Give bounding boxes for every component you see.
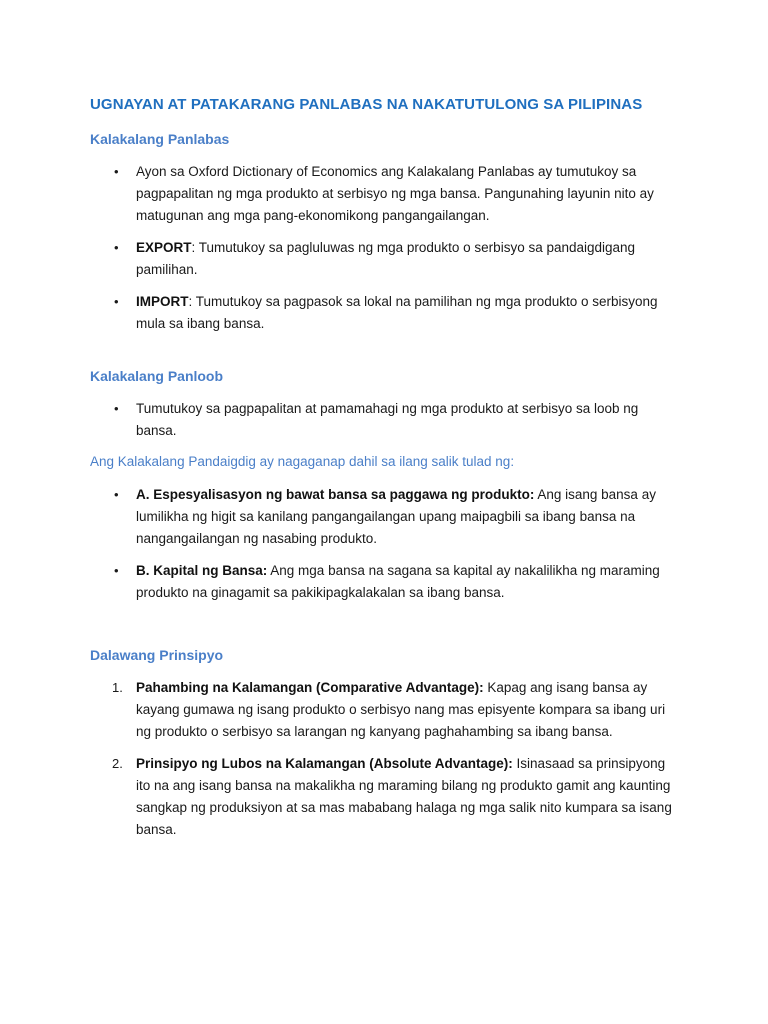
heading-kalakalang-panloob: Kalakalang Panloob (90, 368, 224, 384)
list-item (90, 291, 680, 335)
item-number: 1. (112, 680, 123, 695)
item-text: : Tumutukoy sa pagpasok sa lokal na pamilihan ng mga produkto o serbisyong mula sa ibang bansa. (136, 294, 658, 331)
list-item (90, 237, 680, 281)
item-term: IMPORT (136, 294, 189, 309)
item-term: EXPORT (136, 240, 192, 255)
document-title: UGNAYAN AT PATAKARANG PANLABAS NA NAKATUTULONG SA PILIPINAS (90, 96, 643, 113)
item-term: Pahambing na Kalamangan (Comparative Advantage): (136, 680, 484, 695)
item-term: A. Espesyalisasyon ng bawat bansa sa paggawa ng produkto: (136, 487, 535, 502)
list-prinsipyo (90, 677, 680, 851)
item-term: B. Kapital ng Bansa: (136, 563, 268, 578)
item-text: Kapag ang isang bansa ay kayang gumawa ng isang produkto o serbisyo nang mas episyente kompara sa ibang uri ng produkto o serbisyo sa larangan ng kanyang paghahambing sa ibang bansa. (136, 680, 666, 739)
lead-paragraph: Ang Kalakalang Pandaigdig ay nagaganap dahil sa ilang salik tulad ng: (90, 454, 515, 469)
list-item (90, 560, 680, 604)
list-kalakalang-panlabas (90, 161, 680, 345)
list-item (90, 161, 680, 227)
heading-dalawang-prinsipyo: Dalawang Prinsipyo (90, 647, 224, 663)
item-text: Isinasaad sa prinsipyong ito na ang isang bansa na makalikha ng maraming bilang ng produkto gamit ang kaunting sangkap ng produksiyon at sa mas mababang halaga ng mga salik nito kumpara sa isang bansa. (136, 756, 672, 837)
list-item (90, 484, 680, 550)
list-factors (90, 484, 680, 614)
item-text: Ang mga bansa na sagana sa kapital ay nakalilikha ng maraming produkto na ginagamit sa pakikipagkalakalan sa ibang bansa. (136, 563, 660, 600)
list-item (90, 753, 680, 841)
list-item (90, 677, 680, 743)
heading-kalakalang-panlabas: Kalakalang Panlabas (90, 131, 230, 147)
item-text: Ayon sa Oxford Dictionary of Economics ang Kalakalang Panlabas ay tumutukoy sa pagpapalitan ng mga produkto at serbisyo ng mga bansa. Pangunahing layunin nito ay matugunan ang mga pang-ekonomikong pangangailangan. (136, 164, 654, 223)
item-text: Tumutukoy sa pagpapalitan at pamamahagi ng mga produkto at serbisyo sa loob ng bansa. (136, 401, 639, 438)
item-text: : Tumutukoy sa pagluluwas ng mga produkto o serbisyo sa pandaigdigang pamilihan. (136, 240, 636, 277)
item-term: Prinsipyo ng Lubos na Kalamangan (Absolute Advantage): (136, 756, 513, 771)
list-kalakalang-panloob (90, 398, 680, 452)
item-text: Ang isang bansa ay lumilikha ng higit sa kanilang pangangailangan upang maipagbili sa ibang bansa na nangangailangan ng nasabing produkto. (136, 487, 656, 546)
list-item (90, 398, 680, 442)
item-number: 2. (112, 756, 123, 771)
